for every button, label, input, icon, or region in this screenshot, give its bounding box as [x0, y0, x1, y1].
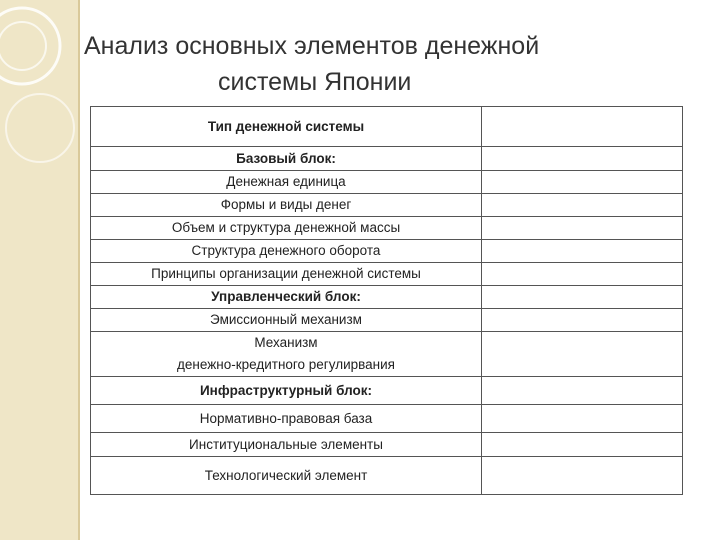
table-row — [91, 457, 683, 495]
row-label: Механизм денежно-кредитного регулирвания — [91, 332, 482, 377]
table-row — [91, 309, 683, 332]
analysis-table — [90, 106, 683, 495]
row-label: Формы и виды денег — [91, 194, 482, 217]
table-row — [91, 194, 683, 217]
row-value — [482, 332, 683, 377]
row-value — [482, 309, 683, 332]
row-label: Нормативно-правовая база — [91, 405, 482, 433]
row-value — [482, 147, 683, 171]
row-value — [482, 107, 683, 147]
decorative-circles — [0, 0, 80, 200]
row-label: Институциональные элементы — [91, 433, 482, 457]
table-row — [91, 377, 683, 405]
table-row — [91, 147, 683, 171]
table-row — [91, 286, 683, 309]
row-value — [482, 240, 683, 263]
title-line-1: Анализ основных элементов денежной — [84, 32, 540, 60]
row-value — [482, 194, 683, 217]
table-row — [91, 171, 683, 194]
row-label: Базовый блок: — [91, 147, 482, 171]
row-value — [482, 457, 683, 495]
row-label: Управленческий блок: — [91, 286, 482, 309]
row-value — [482, 263, 683, 286]
row-value — [482, 405, 683, 433]
table-row — [91, 240, 683, 263]
row-label: Технологический элемент — [91, 457, 482, 495]
table-row — [91, 405, 683, 433]
table-row — [91, 433, 683, 457]
row-label: Тип денежной системы — [91, 107, 482, 147]
row-label: Эмиссионный механизм — [91, 309, 482, 332]
row-value — [482, 217, 683, 240]
row-value — [482, 377, 683, 405]
row-value — [482, 171, 683, 194]
row-label: Объем и структура денежной массы — [91, 217, 482, 240]
title-line-2: системы Японии — [218, 68, 412, 96]
row-label: Инфраструктурный блок: — [91, 377, 482, 405]
table-row — [91, 217, 683, 240]
row-value — [482, 286, 683, 309]
row-label: Структура денежного оборота — [91, 240, 482, 263]
row-label: Принципы организации денежной системы — [91, 263, 482, 286]
table-row — [91, 332, 683, 377]
row-label: Денежная единица — [91, 171, 482, 194]
page-title — [84, 28, 644, 100]
row-value — [482, 433, 683, 457]
table-row — [91, 107, 683, 147]
table-row — [91, 263, 683, 286]
